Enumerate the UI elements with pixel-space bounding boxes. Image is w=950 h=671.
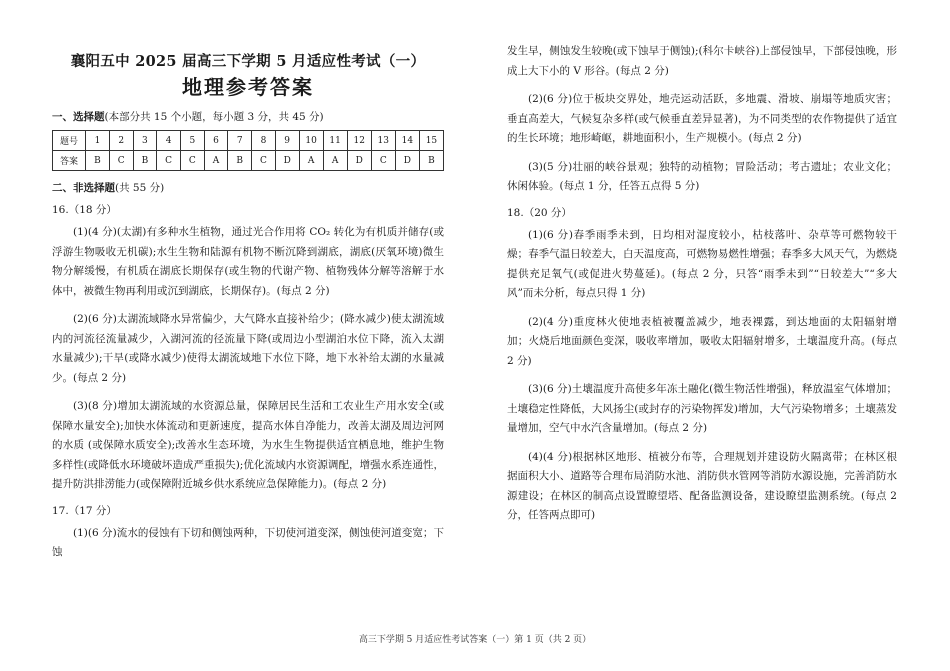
answer-cell: C (371, 151, 395, 171)
question-number-cell: 11 (323, 131, 347, 151)
question-number-cell: 7 (228, 131, 252, 151)
answer-cell: C (157, 151, 181, 171)
q16-heading: 16.（18 分） (52, 204, 117, 216)
question-number-cell: 10 (299, 131, 323, 151)
right-column (507, 42, 897, 535)
answer-cell: D (347, 151, 371, 171)
answer-cell: B (133, 151, 157, 171)
question-number-cell: 6 (204, 131, 228, 151)
question-number-cell: 13 (371, 131, 395, 151)
q16-answer-2: (2)(6 分)太湖流域降水异常偏少，大气降水直接补给少；(降水减少)使太湖流域内的河流径流量减少，入湖河流的径流量下降(或周边小型湖泊水位下降，流入太湖水量减少);干旱(或降水减少)使得太湖流域地下水位下降，地下水补给太湖的水量减少。(每点 2 分) (52, 313, 444, 384)
answer-table-answer-row (53, 151, 444, 171)
answer-table (52, 130, 444, 171)
question-number-cell: 14 (395, 131, 419, 151)
answer-table-number-row (53, 131, 444, 151)
answer-table-label-answer: 答案 (53, 151, 86, 171)
q16-answer-3: (3)(8 分)增加太湖流域的水资源总量，保障居民生活和工农业生产用水安全(或保障水量安全);加快水体流动和更新速度，提高水体自净能力，改善太湖及周边河网的水质 (或保障水质安全);改善水生态环境，为水生生物提供适宜栖息地，维护生物多样性(或降低水环境破坏造成严重损失);优化流域内水资源调配，增强水系连通性，提升防洪排涝能力(或保障附近城乡供水系统应急保障能力)。(每点 2 分) (52, 400, 444, 490)
q17-answer-3: (3)(5 分)壮丽的峡谷景观；独特的动植物；冒险活动；考古遗址；农业文化；休闲体验。(每点 1 分，任答五点得 5 分) (507, 160, 897, 192)
answer-cell: C (109, 151, 133, 171)
q18-answer-1: (1)(6 分)春季雨季未到，日均相对湿度较小，枯枝落叶、杂草等可燃物较干燥；春季气温日较差大，白天温度高，可燃物易燃性增强；春季多大风天气，为燃烧提供充足氧气(或促进火势蔓延)。(每点 2 分，只答“雨季未到”“日较差大”“多大风”而未分析，每点只得 1 分) (507, 228, 897, 299)
answer-cell: B (86, 151, 110, 171)
section1-label: 一、选择题 (52, 111, 105, 123)
question-number-cell: 3 (133, 131, 157, 151)
section2-note: (共 55 分) (115, 182, 165, 194)
q17-answer-1-start: (1)(6 分)流水的侵蚀有下切和侧蚀两种，下切使河道变深，侧蚀使河道变宽；下蚀 (52, 526, 444, 558)
q16-answer-1: (1)(4 分)(太湖)有多种水生植物，通过光合作用将 CO₂ 转化为有机质并储存(或浮游生物吸收无机碳);水生生物和陆源有机物不断沉降到湖底，湖底(厌氧环境)微生物分解缓慢，有机质在湖底长期保存(或生物的代谢产物、植物残体分解等溶解于水体中，被微生物再利用或沉到湖底，长期保存)。(每点 2 分) (52, 226, 444, 297)
question-number-cell: 5 (180, 131, 204, 151)
q17-answer-2: (2)(6 分)位于板块交界处，地壳运动活跃，多地震、滑坡、崩塌等地质灾害；垂直高差大，气候复杂多样(或气候垂直差异显著)，为不同类型的农作物提供了适宜的生长环境；地形崎岖，耕地面积小，生产规模小。(每点 2 分) (507, 93, 897, 144)
question-number-cell: 12 (347, 131, 371, 151)
question-number-cell: 4 (157, 131, 181, 151)
answer-cell: C (252, 151, 276, 171)
page-title: 地理参考答案 (182, 75, 314, 99)
section1-heading (52, 110, 444, 124)
section2-label: 二、非选择题 (52, 182, 115, 194)
answer-cell: A (323, 151, 347, 171)
exam-title: 襄阳五中 2025 届高三下学期 5 月适应性考试（一） (70, 53, 426, 70)
answer-cell: A (299, 151, 323, 171)
question-number-cell: 8 (252, 131, 276, 151)
q18-answer-4: (4)(4 分)根据林区地形、植被分布等，合理规划并建设防火隔离带；在林区根据面积大小、道路等合理布局消防水池、消防供水管网等消防水源设施，完善消防水源建设；在林区的制高点设置瞭望塔、配备监测设备，建设瞭望监测系统。(每点 2 分，任答两点即可) (507, 450, 897, 521)
q18-answer-3: (3)(6 分)土壤温度升高使多年冻土融化(微生物活性增强)，释放温室气体增加；土壤稳定性降低，大风扬尘(或封存的污染物挥发)增加，大气污染物增多；土壤蒸发量增加，空气中水汽含量增加。(每点 2 分) (507, 383, 897, 434)
q18-answer-2: (2)(4 分)重度林火使地表植被覆盖减少，地表裸露，到达地面的太阳辐射增加；火烧后地面颜色变深，吸收率增加，吸收太阳辐射增多，土壤温度升高。(每点 2 分) (507, 315, 897, 367)
answer-cell: A (204, 151, 228, 171)
q17-answer-1-continued: 发生早，侧蚀发生较晚(或下蚀早于侧蚀);(科尔卡峡谷)上部侵蚀早，下部侵蚀晚，形成上大下小的 V 形谷。(每点 2 分) (507, 45, 897, 77)
answer-cell: D (395, 151, 419, 171)
question-number-cell: 1 (86, 131, 110, 151)
answer-cell: C (180, 151, 204, 171)
q17-heading: 17.（17 分） (52, 504, 117, 517)
section1-note: (本部分共 15 个小题，每小题 3 分，共 45 分) (104, 111, 324, 123)
answer-table-label-number: 题号 (53, 131, 86, 151)
page-footer: 高三下学期 5 月适应性考试答案（一）第 1 页（共 2 页） (358, 635, 592, 645)
left-column (52, 52, 444, 572)
answer-cell: B (419, 151, 443, 171)
answer-cell: B (228, 151, 252, 171)
question-number-cell: 9 (275, 131, 299, 151)
answer-cell: D (275, 151, 299, 171)
section2-heading (52, 181, 444, 195)
question-number-cell: 2 (109, 131, 133, 151)
q18-heading: 18.（20 分） (507, 206, 572, 219)
question-number-cell: 15 (419, 131, 443, 151)
